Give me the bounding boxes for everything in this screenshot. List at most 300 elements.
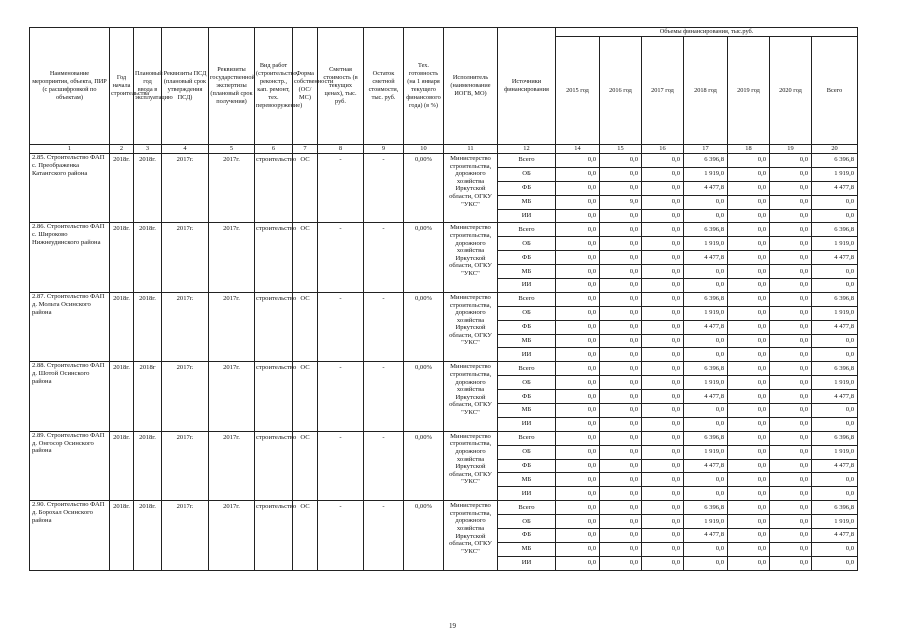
- funding-source: ИИ: [498, 348, 556, 362]
- amount-cell: 0,0: [600, 251, 642, 265]
- column-number: 14: [556, 145, 600, 154]
- project-expertise-date: 2017г.: [209, 431, 255, 500]
- column-number: 12: [498, 145, 556, 154]
- amount-cell: 0,0: [556, 209, 600, 223]
- funding-source: МБ: [498, 542, 556, 556]
- header-work-type: Вид работ (строительство, реконстр., кап. ремонт, тех. перевооружение): [255, 28, 293, 145]
- amount-cell: 0,0: [812, 487, 858, 501]
- header-year-2015: 2015 год: [556, 37, 600, 145]
- project-start-year: 2018г.: [110, 292, 134, 361]
- project-remaining-cost: -: [364, 431, 404, 500]
- amount-cell: 1 919,0: [812, 376, 858, 390]
- column-number: 18: [728, 145, 770, 154]
- project-name: 2.86. Строительство ФАП с. Широково Нижнеудинского района: [30, 223, 110, 292]
- amount-cell: 0,0: [770, 556, 812, 570]
- amount-cell: 0,0: [684, 348, 728, 362]
- amount-cell: 0,0: [770, 279, 812, 293]
- amount-cell: 0,0: [600, 459, 642, 473]
- amount-cell: 0,0: [812, 417, 858, 431]
- funding-source: Всего: [498, 292, 556, 306]
- header-year-2016: 2016 год: [600, 37, 642, 145]
- amount-cell: 0,0: [642, 459, 684, 473]
- amount-cell: 6 396,8: [812, 501, 858, 515]
- amount-cell: 0,0: [770, 431, 812, 445]
- funding-source: Всего: [498, 154, 556, 168]
- amount-cell: 0,0: [728, 529, 770, 543]
- project-work-type: строительство: [255, 362, 293, 431]
- funding-source: ОБ: [498, 167, 556, 181]
- amount-cell: 0,0: [642, 348, 684, 362]
- column-number: 20: [812, 145, 858, 154]
- amount-cell: 0,0: [684, 195, 728, 209]
- amount-cell: 0,0: [770, 265, 812, 279]
- amount-cell: 0,0: [728, 279, 770, 293]
- amount-cell: 0,0: [770, 487, 812, 501]
- amount-cell: 0,0: [556, 542, 600, 556]
- funding-source: ИИ: [498, 279, 556, 293]
- funding-source: МБ: [498, 195, 556, 209]
- funding-source: ИИ: [498, 209, 556, 223]
- amount-cell: 0,0: [770, 334, 812, 348]
- amount-cell: 0,0: [728, 445, 770, 459]
- amount-cell: 0,0: [642, 501, 684, 515]
- project-name: 2.89. Строительство ФАП д. Онгосор Осинского района: [30, 431, 110, 500]
- amount-cell: 0,0: [728, 417, 770, 431]
- amount-cell: 0,0: [642, 487, 684, 501]
- amount-cell: 0,0: [728, 181, 770, 195]
- project-readiness: 0,00%: [404, 362, 444, 431]
- project-estimated-cost: -: [318, 223, 364, 292]
- project-psd-date: 2017г.: [162, 223, 209, 292]
- amount-cell: 0,0: [812, 473, 858, 487]
- amount-cell: 0,0: [770, 223, 812, 237]
- amount-cell: 0,0: [556, 181, 600, 195]
- amount-cell: 4 477,8: [812, 390, 858, 404]
- funding-source: МБ: [498, 404, 556, 418]
- project-readiness: 0,00%: [404, 223, 444, 292]
- project-start-year: 2018г.: [110, 501, 134, 570]
- column-number: 19: [770, 145, 812, 154]
- funding-source: ИИ: [498, 556, 556, 570]
- project-work-type: строительство: [255, 501, 293, 570]
- amount-cell: 0,0: [812, 279, 858, 293]
- financing-table: [29, 27, 858, 571]
- amount-cell: 0,0: [728, 376, 770, 390]
- amount-cell: 0,0: [556, 417, 600, 431]
- funding-source: ФБ: [498, 181, 556, 195]
- header-executor: Исполнитель (наименование ИОГВ, МО): [444, 28, 498, 145]
- funding-source: ФБ: [498, 390, 556, 404]
- amount-cell: 0,0: [556, 501, 600, 515]
- amount-cell: 0,0: [642, 417, 684, 431]
- header-sources: Источники финансирования: [498, 28, 556, 145]
- project-expertise-date: 2017г.: [209, 223, 255, 292]
- project-remaining-cost: -: [364, 292, 404, 361]
- amount-cell: 0,0: [556, 362, 600, 376]
- header-expertise: Реквизиты государственной экспертизы (плановый срок получения): [209, 28, 255, 145]
- funding-source: ИИ: [498, 417, 556, 431]
- amount-cell: 0,0: [728, 431, 770, 445]
- project-name: 2.87. Строительство ФАП д. Мольта Осинского района: [30, 292, 110, 361]
- amount-cell: 0,0: [556, 404, 600, 418]
- amount-cell: 0,0: [812, 334, 858, 348]
- amount-cell: 0,0: [770, 209, 812, 223]
- amount-cell: 4 477,8: [812, 320, 858, 334]
- amount-cell: 0,0: [642, 251, 684, 265]
- project-psd-date: 2017г.: [162, 292, 209, 361]
- column-number: 10: [404, 145, 444, 154]
- amount-cell: 0,0: [684, 487, 728, 501]
- project-executor: Министерство строительства, дорожного хозяйства Иркутской области, ОГКУ "УКС": [444, 501, 498, 570]
- amount-cell: 0,0: [770, 167, 812, 181]
- project-psd-date: 2017г.: [162, 431, 209, 500]
- amount-cell: 0,0: [642, 320, 684, 334]
- table-row: [30, 292, 858, 306]
- amount-cell: 0,0: [728, 154, 770, 168]
- funding-source: МБ: [498, 334, 556, 348]
- amount-cell: 0,0: [770, 459, 812, 473]
- project-ownership: ОС: [293, 362, 318, 431]
- project-planned-year: 2018г: [134, 362, 162, 431]
- amount-cell: 0,0: [556, 390, 600, 404]
- header-remain: Остаток сметной стоимости, тыс. руб.: [364, 28, 404, 145]
- amount-cell: 0,0: [600, 501, 642, 515]
- amount-cell: 0,0: [770, 362, 812, 376]
- amount-cell: 0,0: [728, 515, 770, 529]
- project-expertise-date: 2017г.: [209, 501, 255, 570]
- amount-cell: 0,0: [600, 181, 642, 195]
- column-number: 2: [110, 145, 134, 154]
- amount-cell: 0,0: [600, 223, 642, 237]
- project-name: 2.85. Строительство ФАП с. Преображенка Катангского района: [30, 154, 110, 223]
- amount-cell: 0,0: [770, 376, 812, 390]
- project-planned-year: 2018г.: [134, 154, 162, 223]
- amount-cell: 0,0: [556, 223, 600, 237]
- amount-cell: 0,0: [600, 542, 642, 556]
- amount-cell: 0,0: [556, 306, 600, 320]
- amount-cell: 0,0: [770, 445, 812, 459]
- amount-cell: 0,0: [684, 334, 728, 348]
- project-readiness: 0,00%: [404, 154, 444, 223]
- amount-cell: 6 396,8: [812, 292, 858, 306]
- project-estimated-cost: -: [318, 154, 364, 223]
- project-remaining-cost: -: [364, 223, 404, 292]
- table-row: [30, 154, 858, 168]
- amount-cell: 4 477,8: [812, 459, 858, 473]
- amount-cell: 0,0: [728, 292, 770, 306]
- amount-cell: 0,0: [556, 445, 600, 459]
- amount-cell: 0,0: [556, 167, 600, 181]
- column-number: 11: [444, 145, 498, 154]
- header-year-2017: 2017 год: [642, 37, 684, 145]
- amount-cell: 6 396,8: [684, 501, 728, 515]
- amount-cell: 0,0: [642, 390, 684, 404]
- amount-cell: 0,0: [770, 417, 812, 431]
- amount-cell: 0,0: [728, 251, 770, 265]
- amount-cell: 0,0: [642, 292, 684, 306]
- amount-cell: 1 919,0: [812, 515, 858, 529]
- amount-cell: 0,0: [684, 265, 728, 279]
- column-number: 17: [684, 145, 728, 154]
- amount-cell: 0,0: [642, 167, 684, 181]
- amount-cell: 0,0: [556, 237, 600, 251]
- amount-cell: 9,0: [600, 195, 642, 209]
- project-expertise-date: 2017г.: [209, 362, 255, 431]
- amount-cell: 0,0: [642, 556, 684, 570]
- amount-cell: 6 396,8: [684, 223, 728, 237]
- amount-cell: 0,0: [770, 251, 812, 265]
- amount-cell: 0,0: [600, 279, 642, 293]
- header-ownership: Форма собственности (ОС/МС): [293, 28, 318, 145]
- amount-cell: 0,0: [600, 306, 642, 320]
- amount-cell: 0,0: [642, 445, 684, 459]
- amount-cell: 0,0: [642, 542, 684, 556]
- page-number: 19: [449, 622, 456, 630]
- amount-cell: 0,0: [728, 348, 770, 362]
- amount-cell: 0,0: [642, 181, 684, 195]
- amount-cell: 0,0: [556, 195, 600, 209]
- amount-cell: 0,0: [812, 542, 858, 556]
- amount-cell: 0,0: [684, 542, 728, 556]
- amount-cell: 0,0: [600, 265, 642, 279]
- amount-cell: 0,0: [556, 487, 600, 501]
- amount-cell: 0,0: [684, 279, 728, 293]
- amount-cell: 0,0: [556, 251, 600, 265]
- amount-cell: 0,0: [600, 154, 642, 168]
- amount-cell: 0,0: [600, 209, 642, 223]
- project-executor: Министерство строительства, дорожного хозяйства Иркутской области, ОГКУ "УКС": [444, 223, 498, 292]
- amount-cell: 0,0: [770, 348, 812, 362]
- amount-cell: 0,0: [556, 515, 600, 529]
- column-number: 8: [318, 145, 364, 154]
- amount-cell: 0,0: [770, 501, 812, 515]
- amount-cell: 0,0: [812, 404, 858, 418]
- funding-source: ФБ: [498, 251, 556, 265]
- amount-cell: 1 919,0: [684, 445, 728, 459]
- amount-cell: 1 919,0: [684, 515, 728, 529]
- amount-cell: 0,0: [600, 376, 642, 390]
- project-name: 2.88. Строительство ФАП д. Шотой Осинского района: [30, 362, 110, 431]
- amount-cell: 0,0: [728, 362, 770, 376]
- amount-cell: 0,0: [556, 431, 600, 445]
- project-psd-date: 2017г.: [162, 154, 209, 223]
- amount-cell: 0,0: [556, 556, 600, 570]
- column-number: 1: [30, 145, 110, 154]
- project-readiness: 0,00%: [404, 501, 444, 570]
- header-psd: Реквизиты ПСД (плановый срок утверждения ПСД): [162, 28, 209, 145]
- amount-cell: 0,0: [600, 529, 642, 543]
- amount-cell: 0,0: [600, 348, 642, 362]
- amount-cell: 0,0: [556, 348, 600, 362]
- amount-cell: 0,0: [770, 195, 812, 209]
- amount-cell: 1 919,0: [812, 237, 858, 251]
- amount-cell: 0,0: [770, 473, 812, 487]
- project-ownership: ОС: [293, 501, 318, 570]
- amount-cell: 0,0: [556, 376, 600, 390]
- project-start-year: 2018г.: [110, 362, 134, 431]
- amount-cell: 0,0: [812, 265, 858, 279]
- amount-cell: 6 396,8: [812, 431, 858, 445]
- project-remaining-cost: -: [364, 501, 404, 570]
- amount-cell: 0,0: [600, 417, 642, 431]
- amount-cell: 0,0: [600, 362, 642, 376]
- amount-cell: 6 396,8: [684, 154, 728, 168]
- funding-source: Всего: [498, 362, 556, 376]
- amount-cell: 0,0: [600, 473, 642, 487]
- amount-cell: 0,0: [684, 473, 728, 487]
- amount-cell: 6 396,8: [812, 223, 858, 237]
- project-ownership: ОС: [293, 154, 318, 223]
- funding-source: Всего: [498, 501, 556, 515]
- amount-cell: 0,0: [770, 542, 812, 556]
- header-total: Всего: [812, 37, 858, 145]
- amount-cell: 0,0: [728, 501, 770, 515]
- amount-cell: 0,0: [642, 237, 684, 251]
- project-ownership: ОС: [293, 223, 318, 292]
- amount-cell: 0,0: [556, 529, 600, 543]
- amount-cell: 0,0: [728, 334, 770, 348]
- amount-cell: 0,0: [684, 556, 728, 570]
- project-estimated-cost: -: [318, 292, 364, 361]
- amount-cell: 0,0: [770, 320, 812, 334]
- column-number: 16: [642, 145, 684, 154]
- amount-cell: 1 919,0: [684, 376, 728, 390]
- amount-cell: 0,0: [556, 292, 600, 306]
- amount-cell: 0,0: [770, 306, 812, 320]
- amount-cell: 0,0: [684, 417, 728, 431]
- project-name: 2.90. Строительство ФАП д. Борохал Осинского района: [30, 501, 110, 570]
- table-row: [30, 501, 858, 515]
- funding-source: ОБ: [498, 376, 556, 390]
- amount-cell: 0,0: [556, 459, 600, 473]
- amount-cell: 0,0: [600, 515, 642, 529]
- table-row: [30, 362, 858, 376]
- amount-cell: 1 919,0: [684, 306, 728, 320]
- amount-cell: 4 477,8: [684, 390, 728, 404]
- funding-source: Всего: [498, 223, 556, 237]
- header-year-2019: 2019 год: [728, 37, 770, 145]
- amount-cell: 0,0: [728, 223, 770, 237]
- column-number: 15: [600, 145, 642, 154]
- amount-cell: 6 396,8: [684, 362, 728, 376]
- column-number: 5: [209, 145, 255, 154]
- amount-cell: 0,0: [770, 292, 812, 306]
- amount-cell: 4 477,8: [812, 529, 858, 543]
- amount-cell: 0,0: [770, 237, 812, 251]
- project-planned-year: 2018г.: [134, 431, 162, 500]
- amount-cell: 1 919,0: [684, 167, 728, 181]
- amount-cell: 0,0: [642, 195, 684, 209]
- project-work-type: строительство: [255, 223, 293, 292]
- amount-cell: 0,0: [728, 195, 770, 209]
- column-number: 6: [255, 145, 293, 154]
- project-executor: Министерство строительства, дорожного хозяйства Иркутской области, ОГКУ "УКС": [444, 292, 498, 361]
- amount-cell: 4 477,8: [684, 251, 728, 265]
- project-executor: Министерство строительства, дорожного хозяйства Иркутской области, ОГКУ "УКС": [444, 431, 498, 500]
- project-expertise-date: 2017г.: [209, 292, 255, 361]
- amount-cell: 0,0: [556, 473, 600, 487]
- project-ownership: ОС: [293, 292, 318, 361]
- amount-cell: 0,0: [770, 404, 812, 418]
- amount-cell: 0,0: [600, 445, 642, 459]
- header-name: Наименование мероприятия, объекта, ПИР (с расшифровкой по объектам): [30, 28, 110, 145]
- amount-cell: 0,0: [728, 320, 770, 334]
- funding-source: МБ: [498, 265, 556, 279]
- project-planned-year: 2018г.: [134, 501, 162, 570]
- amount-cell: 0,0: [600, 431, 642, 445]
- funding-source: ИИ: [498, 487, 556, 501]
- header-planned-year: Плановый год ввода в эксплуатацию: [134, 28, 162, 145]
- amount-cell: 0,0: [684, 209, 728, 223]
- amount-cell: 0,0: [770, 181, 812, 195]
- amount-cell: 0,0: [642, 209, 684, 223]
- project-remaining-cost: -: [364, 362, 404, 431]
- amount-cell: 0,0: [728, 265, 770, 279]
- project-start-year: 2018г.: [110, 154, 134, 223]
- amount-cell: 0,0: [600, 292, 642, 306]
- amount-cell: 0,0: [600, 167, 642, 181]
- amount-cell: 0,0: [684, 404, 728, 418]
- amount-cell: 0,0: [728, 404, 770, 418]
- amount-cell: 0,0: [812, 209, 858, 223]
- project-ownership: ОС: [293, 431, 318, 500]
- amount-cell: 4 477,8: [684, 459, 728, 473]
- amount-cell: 0,0: [642, 334, 684, 348]
- amount-cell: 6 396,8: [812, 154, 858, 168]
- project-executor: Министерство строительства, дорожного хозяйства Иркутской области, ОГКУ "УКС": [444, 154, 498, 223]
- amount-cell: 4 477,8: [684, 529, 728, 543]
- amount-cell: 1 919,0: [684, 237, 728, 251]
- amount-cell: 4 477,8: [684, 320, 728, 334]
- project-planned-year: 2018г.: [134, 223, 162, 292]
- amount-cell: 0,0: [556, 265, 600, 279]
- amount-cell: 0,0: [642, 265, 684, 279]
- funding-source: ОБ: [498, 237, 556, 251]
- amount-cell: 0,0: [600, 390, 642, 404]
- amount-cell: 0,0: [642, 431, 684, 445]
- amount-cell: 0,0: [600, 320, 642, 334]
- project-readiness: 0,00%: [404, 431, 444, 500]
- project-psd-date: 2017г.: [162, 362, 209, 431]
- budget-table-page: [29, 27, 858, 571]
- project-start-year: 2018г.: [110, 431, 134, 500]
- amount-cell: 0,0: [600, 487, 642, 501]
- funding-source: ОБ: [498, 445, 556, 459]
- project-start-year: 2018г.: [110, 223, 134, 292]
- amount-cell: 0,0: [642, 515, 684, 529]
- project-planned-year: 2018г.: [134, 292, 162, 361]
- amount-cell: 4 477,8: [812, 251, 858, 265]
- column-number: 9: [364, 145, 404, 154]
- amount-cell: 0,0: [600, 237, 642, 251]
- amount-cell: 0,0: [728, 237, 770, 251]
- column-number: 4: [162, 145, 209, 154]
- project-estimated-cost: -: [318, 431, 364, 500]
- project-expertise-date: 2017г.: [209, 154, 255, 223]
- amount-cell: 4 477,8: [812, 181, 858, 195]
- column-number: 3: [134, 145, 162, 154]
- project-remaining-cost: -: [364, 154, 404, 223]
- amount-cell: 0,0: [812, 195, 858, 209]
- header-year-2020: 2020 год: [770, 37, 812, 145]
- header-volumes: Объемы финансирования, тыс.руб.: [556, 28, 858, 37]
- project-work-type: строительство: [255, 292, 293, 361]
- amount-cell: 0,0: [770, 154, 812, 168]
- funding-source: ОБ: [498, 306, 556, 320]
- amount-cell: 0,0: [556, 154, 600, 168]
- amount-cell: 0,0: [600, 404, 642, 418]
- amount-cell: 0,0: [556, 334, 600, 348]
